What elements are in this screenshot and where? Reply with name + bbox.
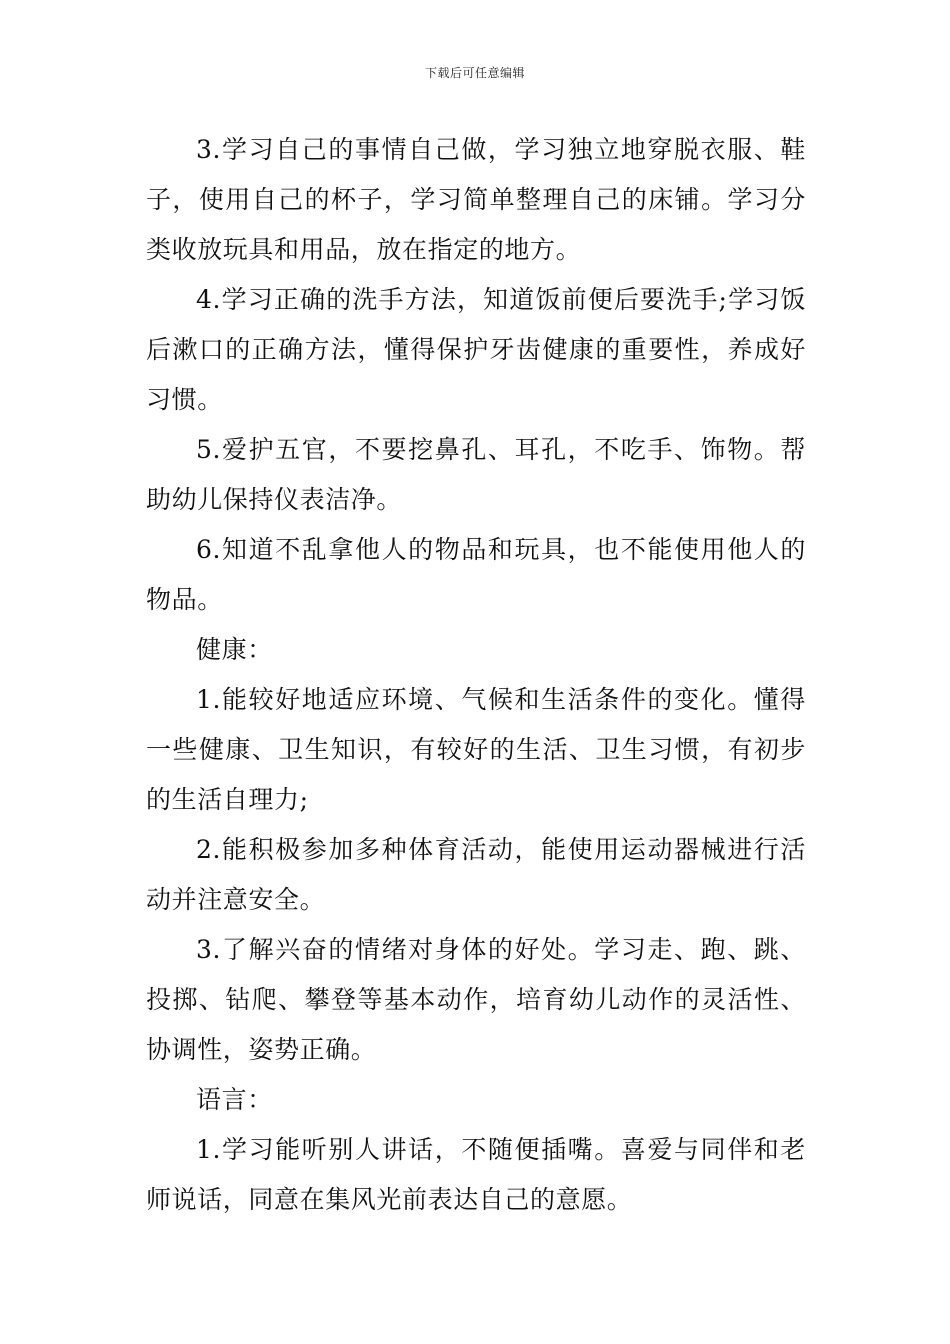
- paragraph-health-1: 1.能较好地适应环境、气候和生活条件的变化。懂得一些健康、卫生知识，有较好的生活、卫生习惯，有初步的生活自理力;: [146, 685, 806, 814]
- paragraph-health-2: 2.能积极参加多种体育活动，能使用运动器械进行活动并注意安全。: [146, 835, 806, 914]
- paragraph-handwashing: 4.学习正确的洗手方法，知道饭前便后要洗手;学习饭后漱口的正确方法，懂得保护牙齿健康的重要性，养成好习惯。: [146, 285, 806, 414]
- paragraph-language-1: 1.学习能听别人讲话，不随便插嘴。喜爱与同伴和老师说话，同意在集风光前表达自己的意愿。: [146, 1135, 806, 1214]
- section-heading-health: 健康：: [196, 635, 273, 664]
- paragraph-self-care: 3.学习自己的事情自己做，学习独立地穿脱衣服、鞋子，使用自己的杯子，学习简单整理自己的床铺。学习分类收放玩具和用品，放在指定的地方。: [146, 135, 806, 264]
- paragraph-belongings: 6.知道不乱拿他人的物品和玩具，也不能使用他人的物品。: [146, 535, 806, 614]
- section-heading-language: 语言：: [196, 1085, 273, 1114]
- paragraph-health-3: 3.了解兴奋的情绪对身体的好处。学习走、跑、跳、投掷、钻爬、攀登等基本动作，培育幼儿动作的灵活性、协调性，姿势正确。: [146, 935, 806, 1064]
- document-body: [146, 125, 806, 1225]
- page-header: 下载后可任意编辑: [424, 66, 525, 80]
- paragraph-facial-features: 5.爱护五官，不要挖鼻孔、耳孔，不吃手、饰物。帮助幼儿保持仪表洁净。: [146, 435, 806, 514]
